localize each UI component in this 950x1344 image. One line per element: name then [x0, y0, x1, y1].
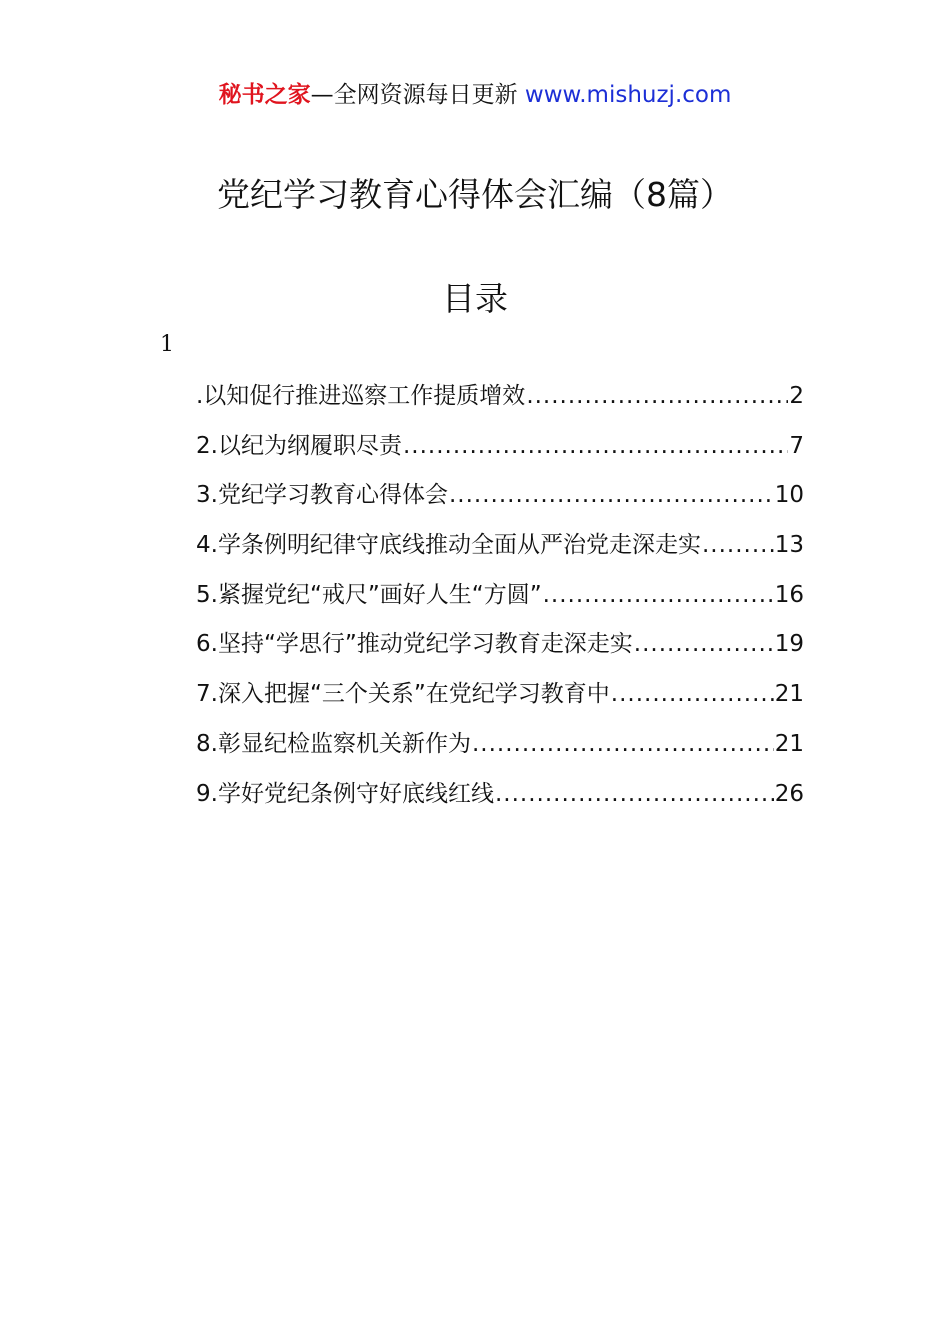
table-of-contents: [196, 376, 804, 823]
toc-entry-page: 19: [774, 631, 804, 658]
toc-dot-leader: [526, 376, 788, 416]
toc-dot-leader: [543, 575, 774, 615]
brand-name: 秘书之家: [218, 82, 311, 108]
toc-dot-leader: [702, 525, 774, 565]
toc-entry-label: 8.彰显纪检监察机关新作为: [196, 730, 471, 757]
toc-entry-label: .以知促行推进巡察工作提质增效: [196, 383, 526, 409]
toc-heading: 目录: [442, 279, 508, 318]
toc-entry-2[interactable]: [196, 426, 804, 476]
toc-entry-label: 4.学条例明纪律守底线推动全面从严治党走深走实: [196, 532, 701, 559]
toc-entry-page: 21: [774, 681, 804, 708]
toc-dot-leader: [403, 426, 788, 466]
toc-dot-leader: [472, 724, 774, 764]
toc-entry-page: 21: [774, 730, 804, 757]
toc-entry-label: 7.深入把握“三个关系”在党纪学习教育中: [196, 681, 610, 708]
toc-entry-9[interactable]: [196, 774, 804, 824]
toc-entry-1[interactable]: [196, 376, 804, 426]
toc-entry-4[interactable]: [196, 525, 804, 575]
toc-entry-label: 6.坚持“学思行”推动党纪学习教育走深走实: [196, 631, 633, 658]
toc-entry-page: 7: [789, 432, 804, 459]
toc-entry-label: 3.党纪学习教育心得体会: [196, 482, 448, 509]
toc-entry-page: 2: [789, 383, 804, 409]
toc-entry-label: 9.学好党纪条例守好底线红线: [196, 780, 494, 807]
toc-entry-5[interactable]: [196, 575, 804, 625]
toc-dot-leader: [634, 624, 774, 664]
toc-entry-page: 10: [774, 482, 804, 509]
toc-entry-6[interactable]: [196, 624, 804, 674]
document-title: 党纪学习教育心得体会汇编（8篇）: [217, 175, 733, 214]
toc-entry-page: 13: [774, 532, 804, 559]
toc-entry-label: 2.以纪为纲履职尽责: [196, 432, 402, 459]
toc-entry-page: 26: [774, 780, 804, 807]
stray-page-number: 1: [160, 332, 174, 357]
toc-entry-label: 5.紧握党纪“戒尺”画好人生“方圆”: [196, 581, 542, 608]
toc-entry-3[interactable]: [196, 475, 804, 525]
toc-entry-page: 16: [774, 581, 804, 608]
site-banner: [0, 78, 950, 112]
toc-entry-7[interactable]: [196, 674, 804, 724]
toc-dot-leader: [495, 774, 774, 814]
toc-dot-leader: [611, 674, 774, 714]
banner-tagline: —全网资源每日更新: [310, 82, 518, 108]
toc-entry-8[interactable]: [196, 724, 804, 774]
toc-dot-leader: [449, 475, 774, 515]
site-url-link[interactable]: www.mishuzj.com: [524, 82, 732, 108]
